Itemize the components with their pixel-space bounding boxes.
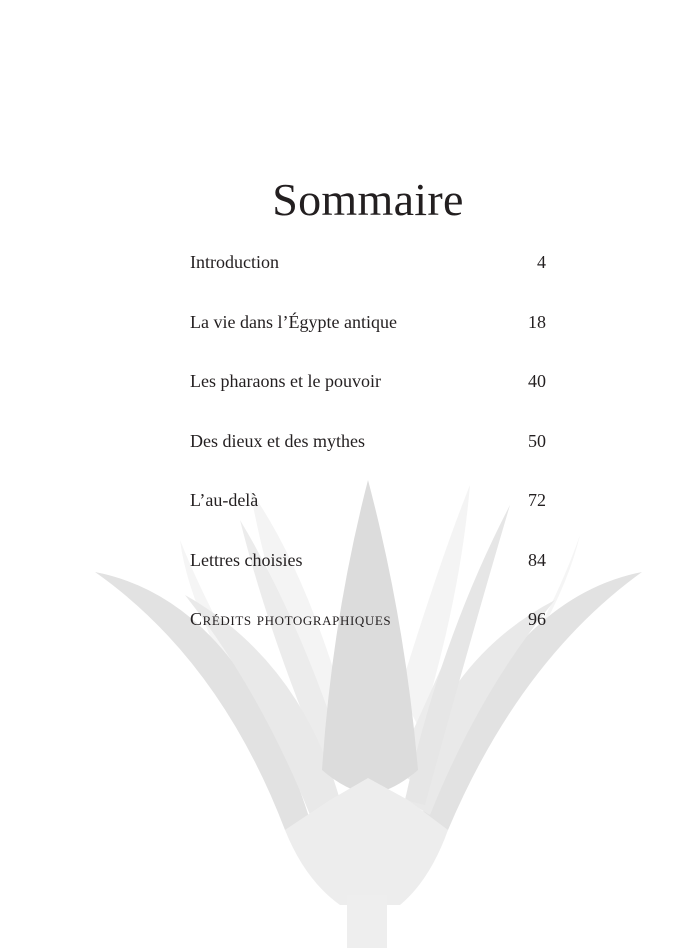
toc-entry-page: 50 — [528, 430, 546, 451]
toc-entry-vie-egypte[interactable] — [190, 308, 546, 368]
toc-entry-introduction[interactable] — [190, 248, 546, 308]
toc-entry-label: Lettres choisies — [190, 549, 303, 570]
toc-entry-pharaons[interactable] — [190, 367, 546, 427]
toc-entry-au-dela[interactable] — [190, 486, 546, 546]
toc-entry-label: Les pharaons et le pouvoir — [190, 371, 381, 391]
page-title: Sommaire — [272, 174, 464, 225]
toc-entry-page: 72 — [528, 490, 546, 510]
toc-entry-lettres[interactable] — [190, 546, 546, 606]
toc-entry-label: Des dieux et des mythes — [190, 430, 365, 451]
toc-entry-dieux-mythes[interactable] — [190, 427, 546, 487]
lotus-stem — [347, 895, 387, 948]
toc-entry-credits[interactable] — [190, 605, 546, 665]
toc-entry-page: 40 — [528, 371, 546, 391]
toc-entry-label: L’au-delà — [190, 490, 259, 510]
toc-entry-page: 4 — [537, 252, 546, 272]
toc-entry-label: Introduction — [190, 252, 279, 272]
toc-entry-page: 84 — [528, 549, 546, 570]
table-of-contents — [190, 248, 546, 665]
toc-entry-label: La vie dans l’Égypte antique — [190, 311, 397, 332]
toc-entry-page: 96 — [528, 609, 546, 629]
toc-entry-page: 18 — [528, 311, 546, 332]
toc-entry-label: Crédits photographiques — [190, 609, 392, 629]
